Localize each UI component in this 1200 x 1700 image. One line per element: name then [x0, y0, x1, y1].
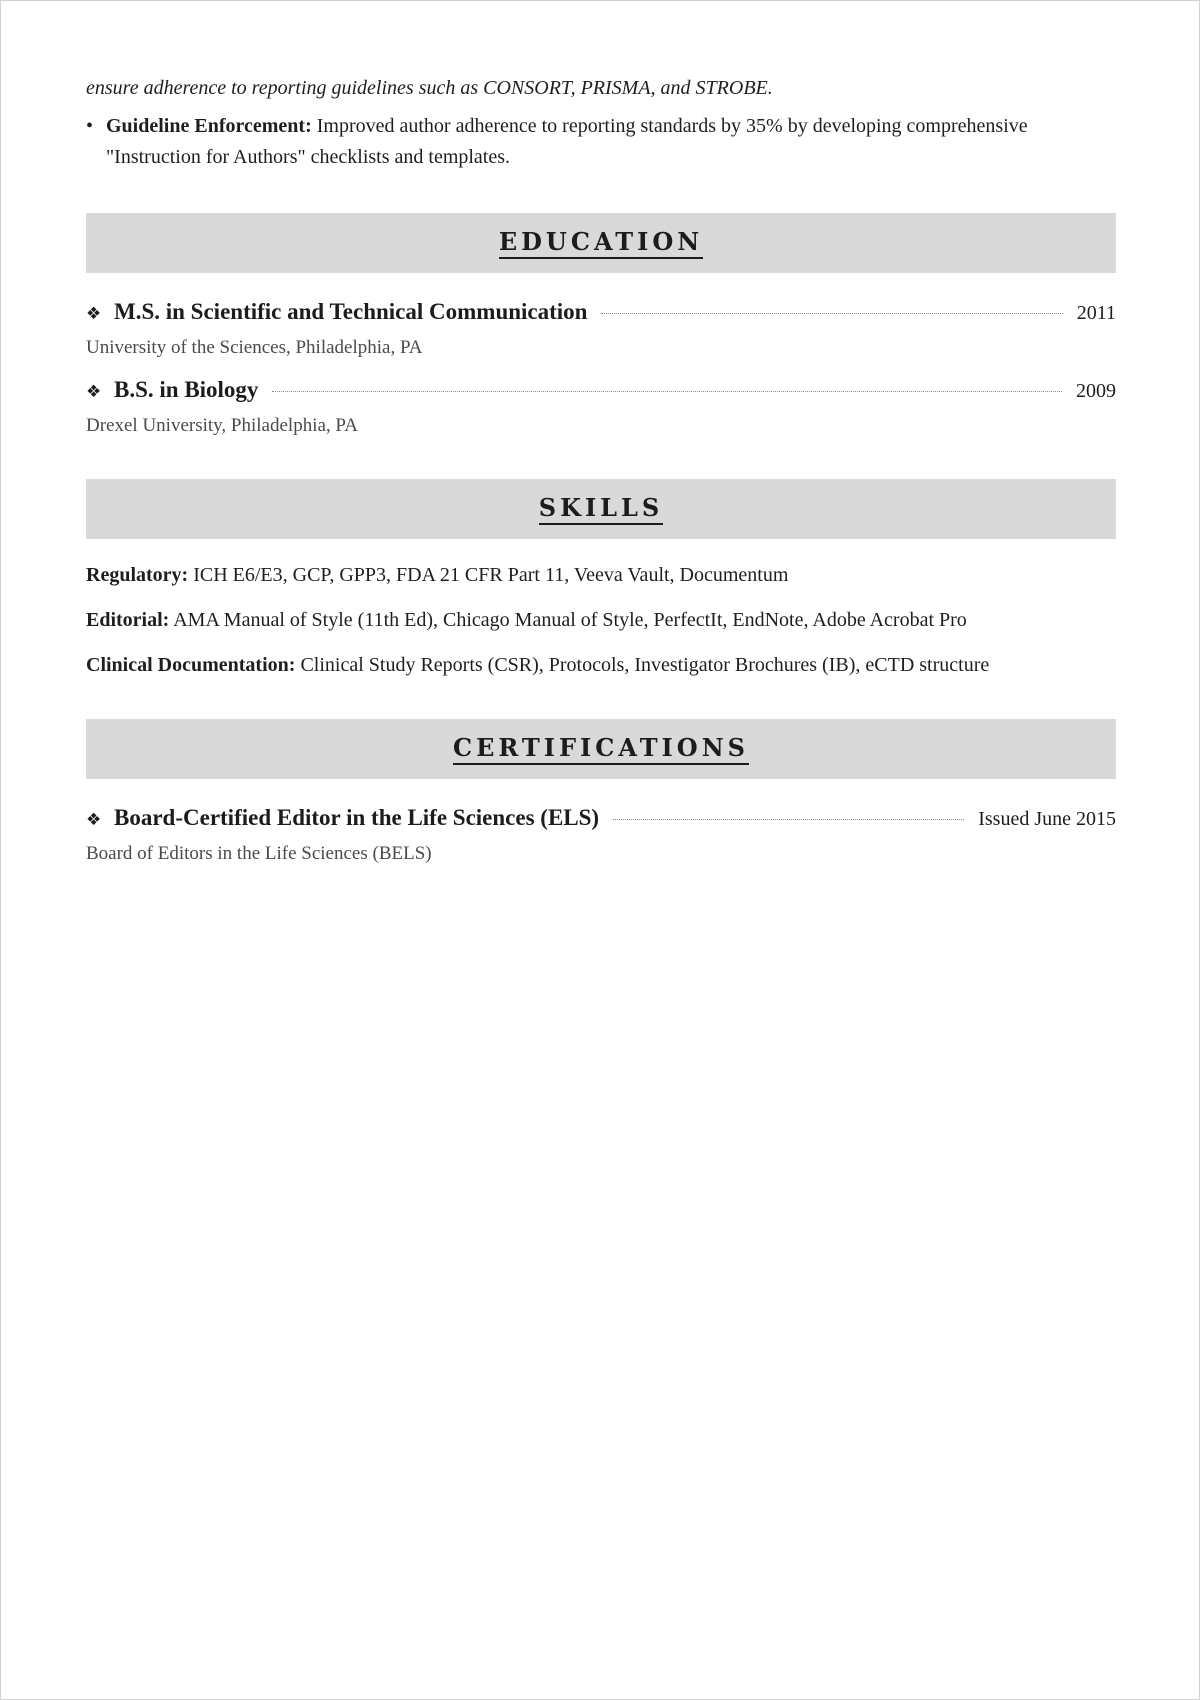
skill-line-clinical-documentation: [86, 651, 1116, 679]
skills-list: [86, 561, 1116, 679]
skill-text: ICH E6/E3, GCP, GPP3, FDA 21 CFR Part 11, Veeva Vault, Documentum: [188, 564, 789, 586]
education-entry: [86, 299, 1116, 361]
bullet-text: Improved author adherence to reporting standards by 35% by developing comprehensive "Instruction for Authors" checklists and templates.: [106, 115, 1028, 168]
resume-content: [86, 71, 1116, 867]
diamond-bullet-icon: ❖: [86, 304, 102, 324]
skill-label: Editorial:: [86, 609, 170, 631]
skill-line-editorial: [86, 606, 1116, 634]
education-section-title: EDUCATION: [499, 228, 703, 259]
education-section-header: [86, 213, 1116, 273]
diamond-bullet-icon: ❖: [86, 382, 102, 402]
skills-section-title: SKILLS: [539, 494, 664, 525]
school-name: Drexel University, Philadelphia, PA: [86, 415, 358, 436]
degree-year: 2011: [1076, 302, 1116, 324]
certification-name: Board-Certified Editor in the Life Sciences (ELS): [114, 805, 600, 830]
bullet-label: Guideline Enforcement:: [106, 115, 312, 137]
certification-entry: [86, 805, 1116, 867]
education-entry: [86, 377, 1116, 439]
bullet-icon: •: [86, 115, 94, 137]
skills-section-header: [86, 479, 1116, 539]
degree-title: B.S. in Biology: [114, 377, 259, 402]
education-entry-row: [86, 377, 1116, 411]
certifications-section-header: [86, 719, 1116, 779]
skill-label: Clinical Documentation:: [86, 654, 296, 676]
dotted-leader: [272, 391, 1062, 392]
diamond-bullet-icon: ❖: [86, 810, 102, 830]
certification-entry-row: [86, 805, 1116, 839]
school-name: University of the Sciences, Philadelphia, PA: [86, 337, 423, 358]
certification-date: Issued June 2015: [978, 808, 1116, 830]
experience-bullets: [86, 111, 1116, 173]
skill-text: AMA Manual of Style (11th Ed), Chicago Manual of Style, PerfectIt, EndNote, Adobe Acrobat Pro: [169, 609, 967, 631]
experience-bullet: [86, 111, 1116, 173]
certifications-section-title: CERTIFICATIONS: [453, 734, 749, 765]
skill-text: Clinical Study Reports (CSR), Protocols, Investigator Brochures (IB), eCTD structure: [295, 654, 990, 676]
certification-issuer: Board of Editors in the Life Sciences (BELS): [86, 843, 432, 864]
experience-continued-text: ensure adherence to reporting guidelines such as CONSORT, PRISMA, and STROBE.: [86, 77, 773, 99]
skill-label: Regulatory:: [86, 564, 189, 586]
degree-year: 2009: [1076, 380, 1116, 402]
education-entry-row: [86, 299, 1116, 333]
dotted-leader: [613, 819, 964, 820]
degree-title: M.S. in Scientific and Technical Communication: [114, 299, 588, 324]
dotted-leader: [601, 313, 1062, 314]
skill-line-regulatory: [86, 561, 1116, 589]
